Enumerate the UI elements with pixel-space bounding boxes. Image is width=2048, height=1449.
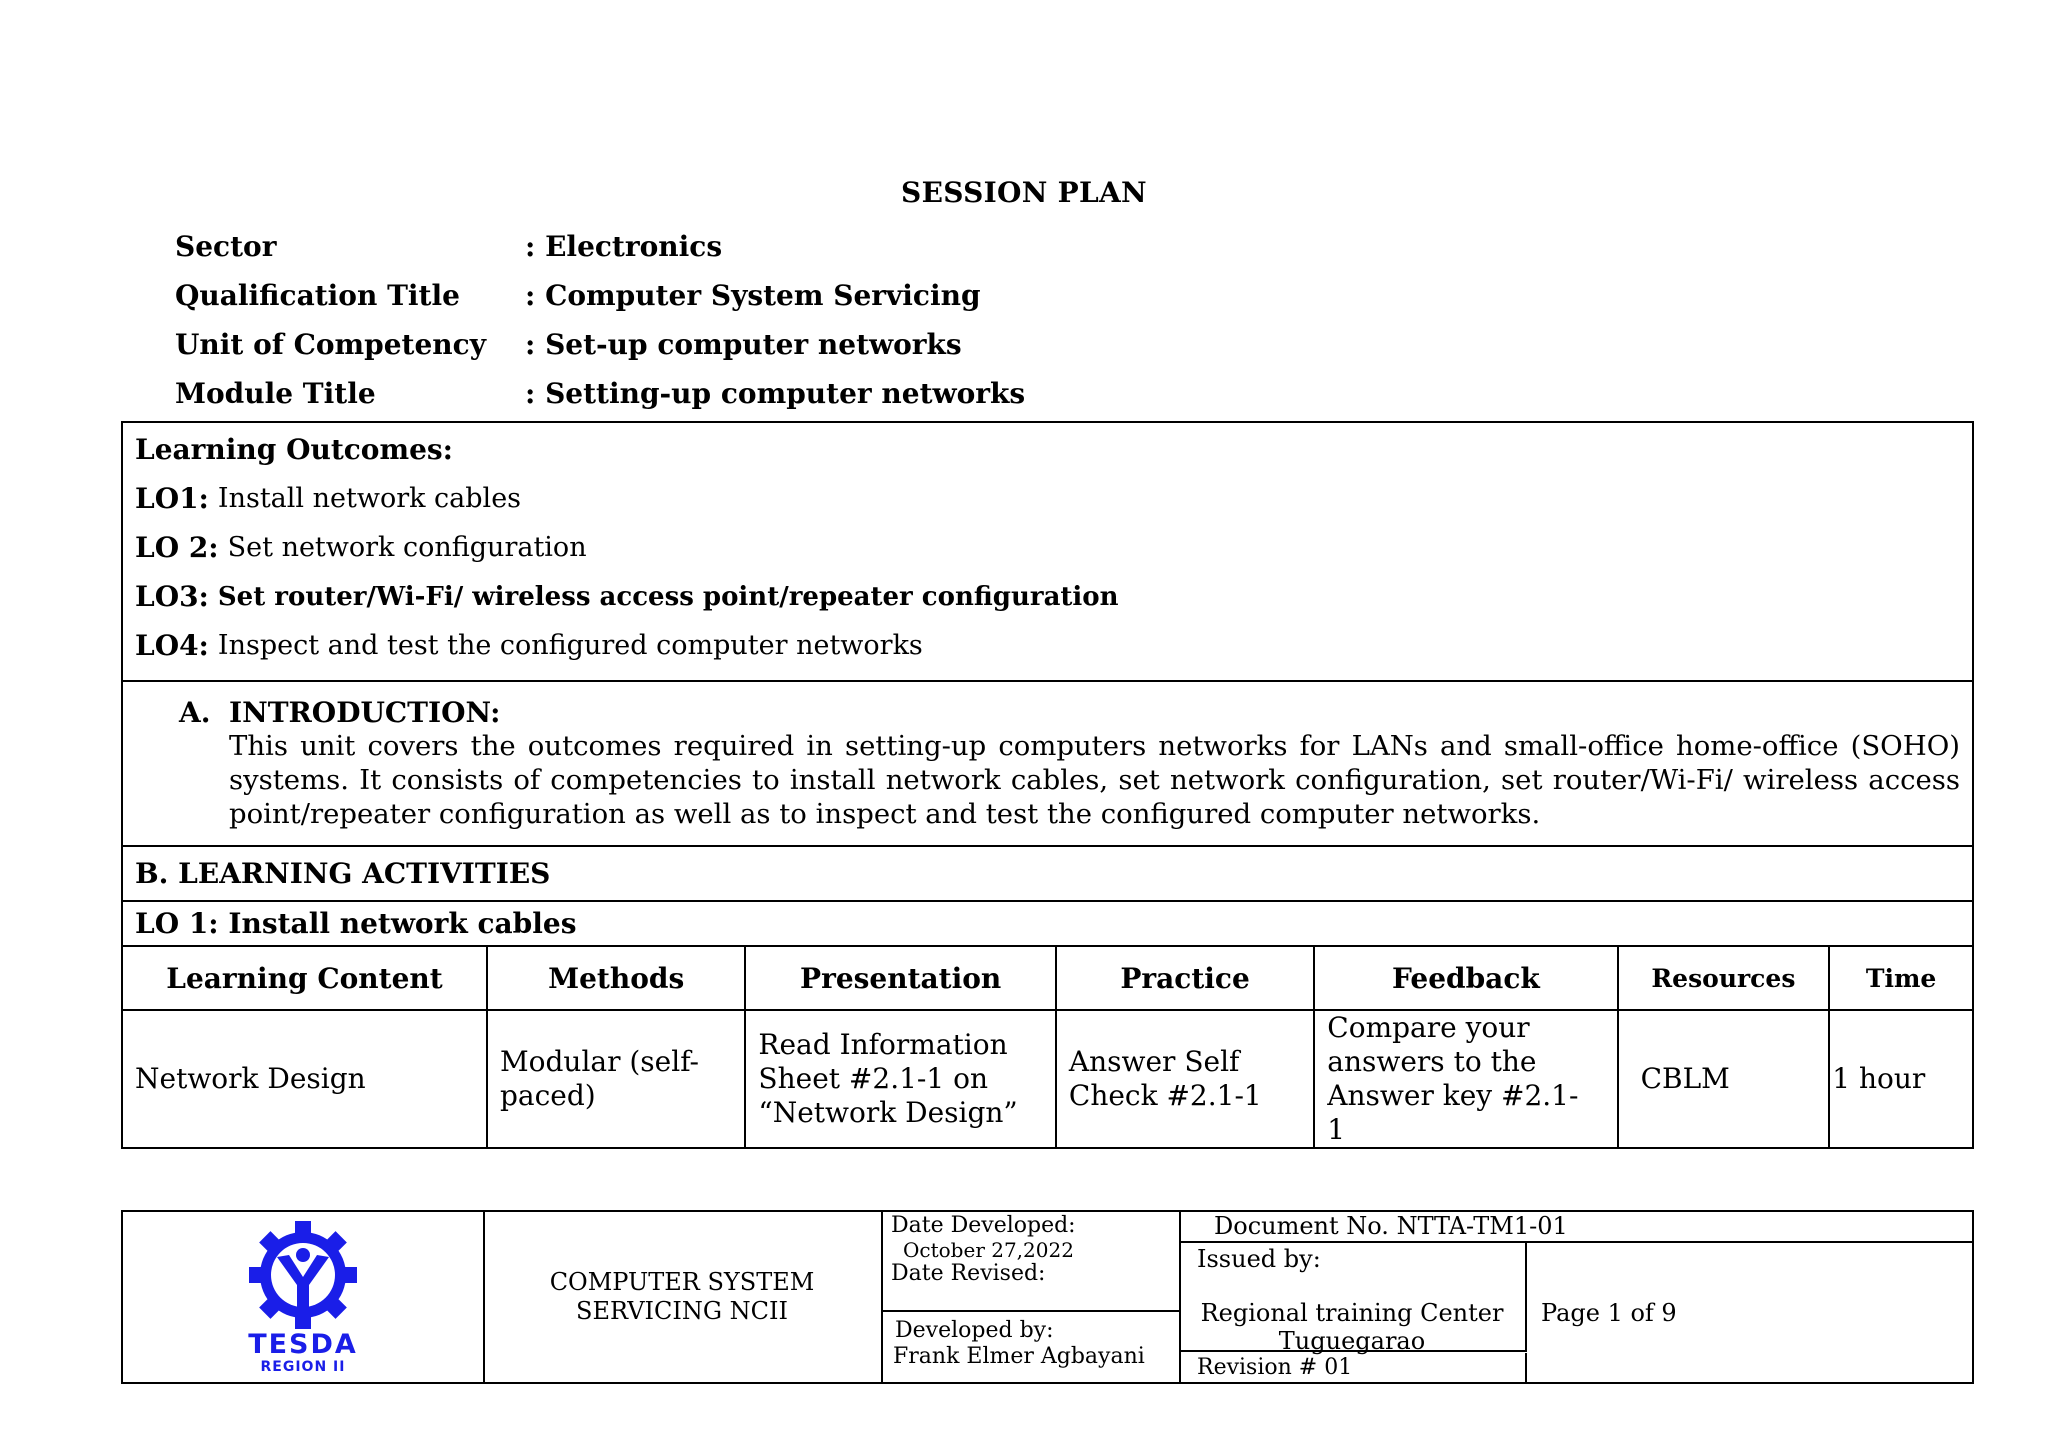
unit-row: [175, 320, 1025, 369]
qualification-row: [175, 271, 1025, 320]
outcome-text: Set router/Wi-Fi/ wireless access point/repeater configuration: [217, 581, 1119, 612]
logo-text: TESDA: [248, 1329, 358, 1360]
page-number: Page 1 of 9: [1541, 1298, 1677, 1327]
plan-metadata: [175, 222, 1025, 418]
qualification-label: Qualification Title: [175, 279, 460, 312]
cell-time: 1 hour: [1829, 1010, 1972, 1147]
logo-subtext: REGION II: [260, 1359, 346, 1375]
sector-label: Sector: [175, 230, 277, 263]
issued-by-label: Issued by:: [1197, 1245, 1321, 1273]
learning-outcome-item: [135, 474, 1960, 523]
footer-logo-cell: [123, 1212, 485, 1382]
issuer-name: Regional training Center Tuguegarao: [1200, 1299, 1504, 1355]
tesda-gear-logo-icon: [247, 1219, 359, 1331]
unit-label: Unit of Competency: [175, 328, 486, 361]
learning-outcome-item: [135, 572, 1960, 621]
sector-value: : Electronics: [525, 230, 723, 263]
cell-presentation: Read Information Sheet #2.1-1 on “Network Design”: [745, 1010, 1055, 1147]
introduction-text: This unit covers the outcomes required in setting-up computers networks for LANs and small-office home-office (SOHO) systems. It consists of competencies to install network cables, set network configuration, set router/Wi-Fi/ wireless access point/repeater configuration as well as to inspect and test the configured computer networks.: [229, 730, 1960, 830]
outcome-code: LO1:: [135, 482, 209, 515]
column-header: Resources: [1618, 946, 1830, 1010]
developer-name: Frank Elmer Agbayani: [893, 1344, 1145, 1369]
cell-learning-content: Network Design: [123, 1010, 487, 1147]
activities-table: [123, 945, 1972, 1147]
outcome-code: LO3:: [135, 580, 209, 613]
qualification-value: : Computer System Servicing: [525, 279, 981, 312]
revision-number: Revision # 01: [1179, 1353, 1527, 1382]
learning-outcome-item: [135, 621, 1960, 670]
footer-course-title: [483, 1212, 883, 1382]
module-row: [175, 369, 1025, 418]
column-header: Practice: [1056, 946, 1314, 1010]
introduction-heading: [179, 696, 1960, 729]
outcome-code: LO4:: [135, 629, 209, 662]
cell-practice: Answer Self Check #2.1-1: [1056, 1010, 1314, 1147]
column-header: Time: [1829, 946, 1972, 1010]
date-revised-label: Date Revised:: [891, 1261, 1046, 1286]
table-row: [123, 1010, 1972, 1147]
sector-row: [175, 222, 1025, 271]
column-header: Methods: [487, 946, 745, 1010]
learning-outcomes: [123, 423, 1972, 680]
introduction-title: INTRODUCTION:: [229, 696, 501, 729]
column-header: Learning Content: [123, 946, 487, 1010]
footer-dates: [881, 1212, 1179, 1312]
footer-dates-cell: [881, 1212, 1181, 1382]
cell-resources: CBLM: [1618, 1010, 1830, 1147]
footer-document-cell: [1179, 1212, 1974, 1382]
outcome-text: Set network configuration: [227, 532, 587, 563]
session-plan-box: [121, 421, 1974, 1149]
issued-by-cell: [1179, 1243, 1527, 1355]
introduction-section: [123, 680, 1972, 845]
unit-value: : Set-up computer networks: [525, 328, 962, 361]
column-header: Presentation: [745, 946, 1055, 1010]
learning-outcome-item: [135, 523, 1960, 572]
learning-outcomes-heading: Learning Outcomes:: [135, 433, 454, 466]
module-value: : Setting-up computer networks: [525, 377, 1026, 410]
module-label: Module Title: [175, 377, 376, 410]
introduction-letter: A.: [179, 696, 211, 729]
date-developed-label: Date Developed:: [891, 1213, 1076, 1238]
date-developed-value: October 27,2022: [903, 1238, 1074, 1262]
lo1-heading: LO 1: Install network cables: [123, 900, 1972, 945]
column-header: Feedback: [1314, 946, 1617, 1010]
footer-developer: [881, 1312, 1179, 1376]
outcome-text: Inspect and test the configured computer networks: [217, 630, 923, 661]
page-title: SESSION PLAN: [901, 176, 1147, 209]
outcome-code: LO 2:: [135, 531, 219, 564]
document-footer: [121, 1210, 1974, 1384]
outcome-text: Install network cables: [217, 483, 522, 514]
table-header-row: [123, 946, 1972, 1010]
developed-by-label: Developed by:: [895, 1318, 1054, 1343]
learning-activities-heading: B. LEARNING ACTIVITIES: [123, 845, 1972, 900]
document-number: Document No. NTTA-TM1-01: [1179, 1212, 1974, 1243]
cell-feedback: Compare your answers to the Answer key #2.1- 1: [1314, 1010, 1617, 1147]
cell-methods: Modular (self-paced): [487, 1010, 745, 1147]
course-name: COMPUTER SYSTEM SERVICING NCII: [549, 1268, 815, 1325]
